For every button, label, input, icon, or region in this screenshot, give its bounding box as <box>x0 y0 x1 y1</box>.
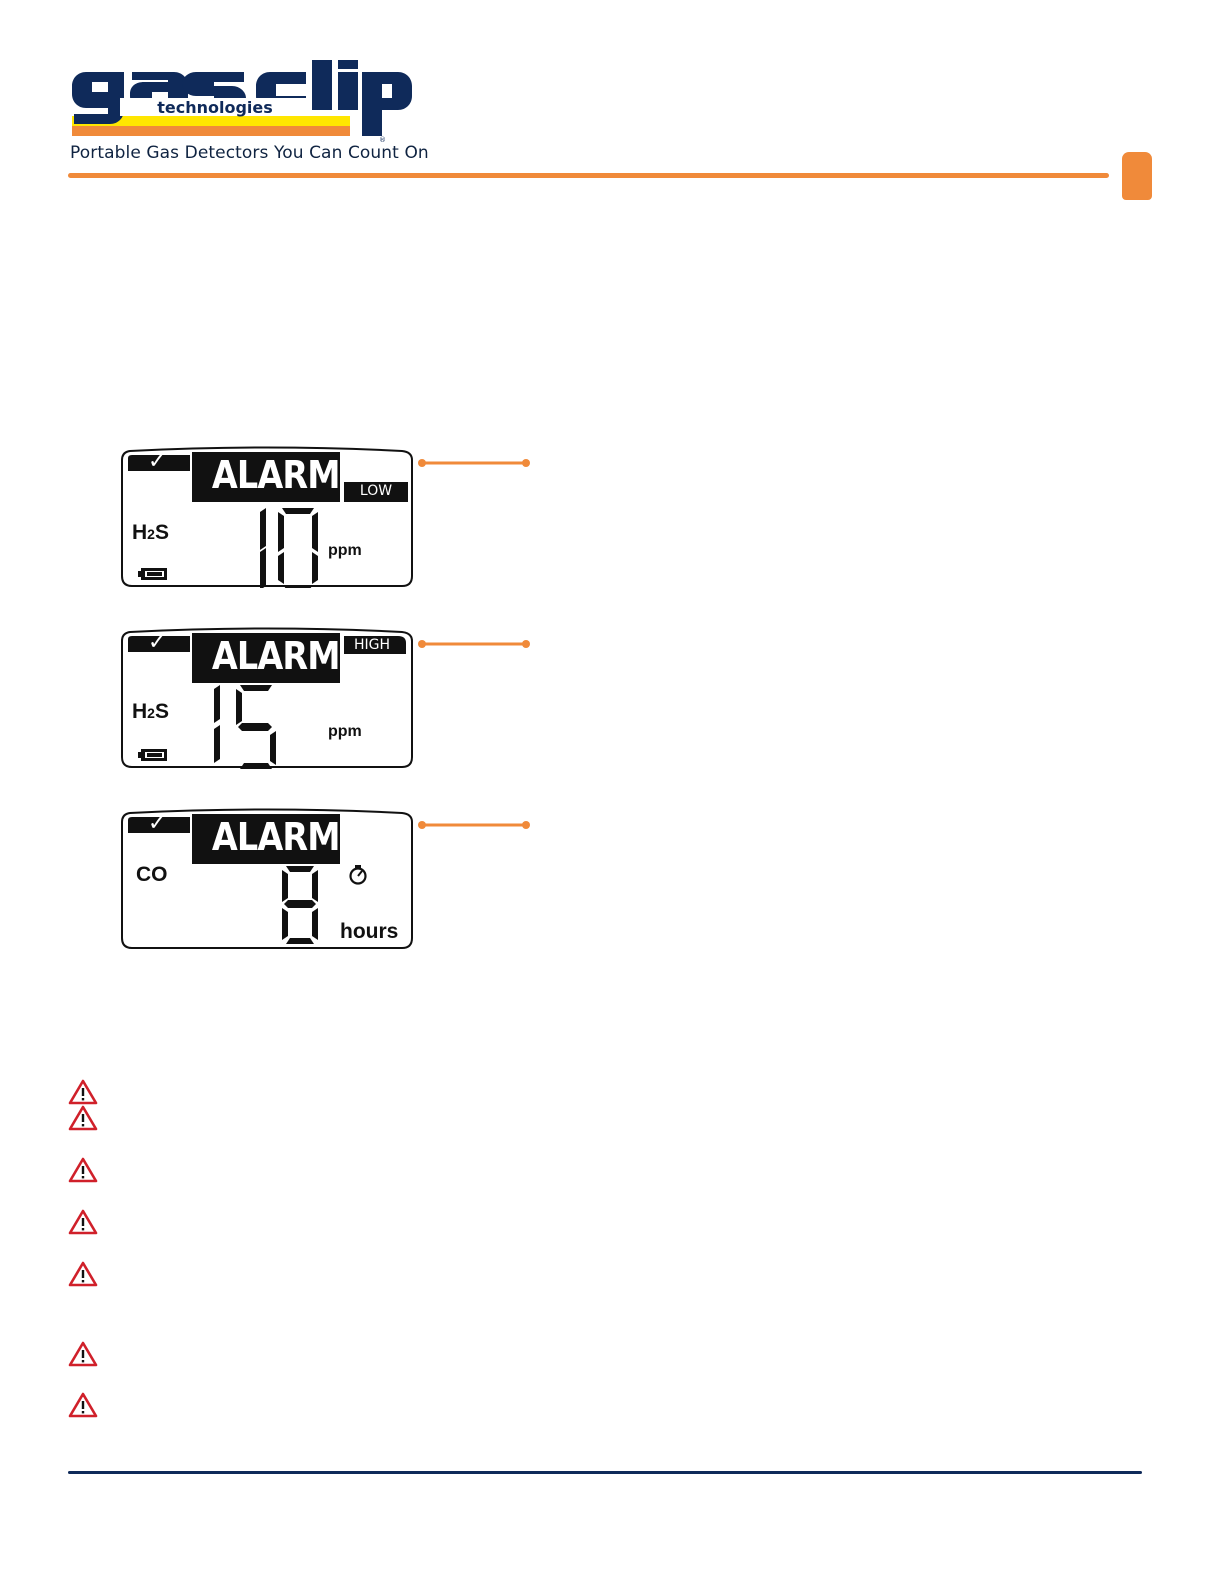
alarm-label: ALARM <box>211 453 340 497</box>
logo-technologies-text: technologies <box>157 98 273 117</box>
callout-connector-2 <box>418 639 530 649</box>
alarm-label: ALARM <box>211 634 340 678</box>
registered-mark: ® <box>379 136 386 144</box>
check-icon: ✓ <box>148 449 167 474</box>
warning-triangle-icon <box>68 1341 98 1367</box>
unit-label: ppm <box>328 542 362 559</box>
lcd-display-high-alarm <box>120 627 416 769</box>
alarm-label: ALARM <box>211 815 340 859</box>
section-tab-marker <box>1122 152 1152 200</box>
warning-triangle-icon <box>68 1105 98 1131</box>
header-divider <box>68 173 1109 178</box>
gas-symbol: CO <box>136 863 168 886</box>
unit-label: ppm <box>328 723 362 740</box>
lcd-display-low-alarm <box>120 446 416 588</box>
unit-label: hours <box>340 920 399 943</box>
check-icon: ✓ <box>148 811 167 836</box>
warning-triangle-icon <box>68 1079 98 1105</box>
footer-divider <box>68 1471 1142 1474</box>
tagline: Portable Gas Detectors You Can Count On <box>70 143 429 163</box>
check-icon: ✓ <box>148 630 167 655</box>
warning-triangle-icon <box>68 1261 98 1287</box>
warning-triangle-icon <box>68 1157 98 1183</box>
lcd-display-co-hours <box>120 808 416 950</box>
alarm-level-label: HIGH <box>353 637 391 653</box>
callout-connector-1 <box>418 458 530 468</box>
gas-symbol: H2S <box>132 521 169 544</box>
warning-triangle-icon <box>68 1209 98 1235</box>
gas-symbol: H2S <box>132 700 169 723</box>
warning-triangle-icon <box>68 1392 98 1418</box>
logo-wordmark <box>70 58 415 148</box>
battery-icon <box>138 749 167 761</box>
battery-icon <box>138 568 167 580</box>
alarm-level-label: LOW <box>359 483 393 499</box>
callout-connector-3 <box>418 820 530 830</box>
